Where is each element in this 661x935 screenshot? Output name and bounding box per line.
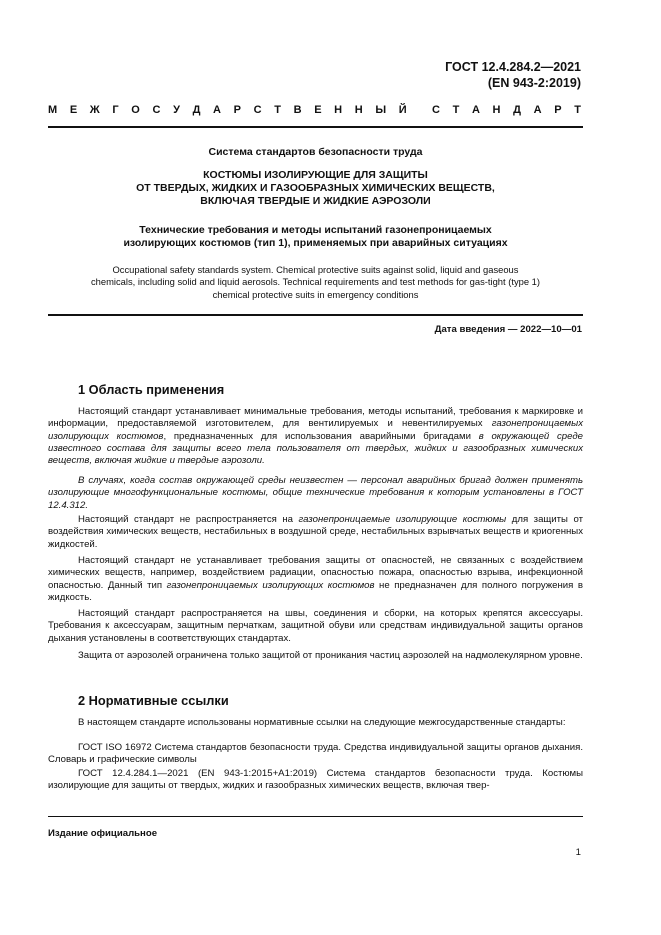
- section-1-heading: 1 Область применения: [78, 382, 225, 397]
- banner-letter: Е: [69, 104, 78, 116]
- italic-term: газонепроницаемые изолирующие костюмы: [298, 514, 507, 525]
- banner-letter: У: [173, 104, 180, 116]
- banner-letter: Ж: [89, 104, 100, 116]
- main-title-line: ОТ ТВЕРДЫХ, ЖИДКИХ И ГАЗООБРАЗНЫХ ХИМИЧЕСКИХ ВЕЩЕСТВ,: [136, 182, 495, 194]
- text-run: Настоящий стандарт не распространяется на: [78, 514, 299, 525]
- banner-letter: Р: [233, 104, 241, 116]
- subtitle-line: изолирующих костюмов (тип 1), применяемых при аварийных ситуациях: [123, 237, 508, 249]
- text-run: Настоящий стандарт не устанавливает требования защиты от опасностей, не связанных с воздействием химических веществ, например, воздействием радиации, опасностью пожара, опасностью взрыва, инфекционной опасностью. Данный тип: [48, 555, 583, 591]
- banner-letter: С: [431, 104, 440, 116]
- section-1-paragraph-6: Защита от аэрозолей ограничена только защитой от проникания частиц аэрозолей на надмолекулярном уровне.: [78, 650, 583, 661]
- banner-letter: Г: [112, 104, 119, 116]
- official-edition-label: Издание официальное: [48, 828, 158, 839]
- text-run: не предназначен для полного погружения в жидкость.: [48, 579, 583, 603]
- section-1-paragraph-4: [48, 555, 583, 604]
- banner-letter: С: [152, 104, 161, 116]
- banner-letter: Е: [314, 104, 322, 116]
- banner-letter: С: [253, 104, 262, 116]
- introduction-date: Дата введения — 2022—10—01: [434, 324, 582, 335]
- italic-term: в окружающей среде известного состава для защиты всего тела пользователя от твердых, жидких и газообразных химических веществ, включая жидкие и твердые аэрозоли.: [48, 430, 583, 467]
- banner-letter: М: [48, 104, 58, 116]
- banner-letter: Ы: [375, 104, 387, 116]
- english-title-line: chemicals, including solid and liquid aerosols. Technical requirements and test methods for gas-tight (type 1): [90, 276, 541, 288]
- banner-letter: А: [471, 104, 480, 116]
- section-1-paragraph-2: В случаях, когда состав окружающей среды неизвестен — персонал аварийных бригад должен применять изолирующие многофункциональные костюмы, общие технические требования к которым установлены в ГОСТ 12.4.312.: [48, 475, 583, 511]
- footer-rule: [48, 816, 583, 817]
- banner-letter: Й: [398, 104, 407, 116]
- section-2-heading: 2 Нормативные ссылки: [78, 693, 229, 708]
- main-title-line: ВКЛЮЧАЯ ТВЕРДЫЕ И ЖИДКИЕ АЭРОЗОЛИ: [200, 195, 431, 207]
- english-title-line: chemical protective suits in emergency conditions: [212, 288, 419, 300]
- header-rule: [48, 126, 583, 128]
- banner-letter: А: [533, 104, 542, 116]
- section-1-paragraph-1: [48, 406, 583, 467]
- banner-letter: Н: [492, 104, 501, 116]
- title-rule: [48, 314, 583, 316]
- standard-banner: [48, 104, 581, 116]
- main-title: [48, 169, 583, 208]
- section-1-paragraph-5: Настоящий стандарт распространяется на швы, соединения и сборки, на которых крепятся аксессуары. Требования к аксессуарам, защитным перчаткам, защитной обуви или средствам индивидуальной защиты органов дыхания установлены в соответствующих стандартах.: [48, 608, 583, 644]
- banner-letter: Т: [574, 104, 581, 116]
- en-standard-number: (EN 943-2:2019): [487, 76, 581, 90]
- english-title-line: Occupational safety standards system. Chemical protective suits against solid, liquid and gaseous: [112, 264, 519, 275]
- banner-letter: Р: [554, 104, 562, 116]
- subtitle-line: Технические требования и методы испытаний газонепроницаемых: [139, 224, 492, 236]
- banner-letter: Н: [354, 104, 363, 116]
- english-title: [48, 264, 583, 301]
- main-title-line: КОСТЮМЫ ИЗОЛИРУЮЩИЕ ДЛЯ ЗАЩИТЫ: [203, 169, 428, 181]
- banner-letter: Т: [274, 104, 281, 116]
- system-title: Система стандартов безопасности труда: [208, 146, 423, 158]
- section-2-paragraph-1: В настоящем стандарте использованы нормативные ссылки на следующие межгосударственные стандарты:: [78, 717, 566, 728]
- banner-letter: Д: [513, 104, 521, 116]
- italic-term: газонепроницаемых изолирующих костюмов: [166, 579, 375, 591]
- text-run: для защиты от воздействия химических веществ, нестабильных в воздушной среде, нестабильных взрывчатых веществ и криогенных жидкостей.: [48, 514, 583, 550]
- banner-letter: О: [131, 104, 140, 116]
- italic-term: газонепроницаемых изолирующих костюмов: [48, 418, 583, 442]
- document-number: ГОСТ 12.4.284.2—2021: [445, 60, 581, 74]
- section-2-paragraph-2: ГОСТ ISO 16972 Система стандартов безопасности труда. Средства индивидуальной защиты органов дыхания. Словарь и графические символы: [48, 742, 583, 766]
- banner-letter: Д: [192, 104, 201, 116]
- section-2-paragraph-3: ГОСТ 12.4.284.1—2021 (EN 943-1:2015+A1:2019) Система стандартов безопасности труда. Костюмы изолирующие для защиты от твердых, жидких и газообразных химических веществ, включая твер-: [48, 768, 583, 792]
- banner-letter: А: [213, 104, 221, 116]
- banner-letter: Н: [334, 104, 343, 116]
- page-number: 1: [575, 847, 581, 858]
- subtitle: [48, 224, 583, 250]
- text-run: , предназначенных для использования аварийными бригадами: [163, 430, 479, 442]
- text-run: Настоящий стандарт устанавливает минимальные требования, методы испытаний, требования к маркировке и информации, предоставляемой изготовителем, для вентилируемых и невентилируемых: [48, 406, 583, 430]
- banner-letter: Т: [452, 104, 460, 116]
- banner-letter: В: [293, 104, 302, 116]
- section-1-paragraph-3: [48, 514, 583, 551]
